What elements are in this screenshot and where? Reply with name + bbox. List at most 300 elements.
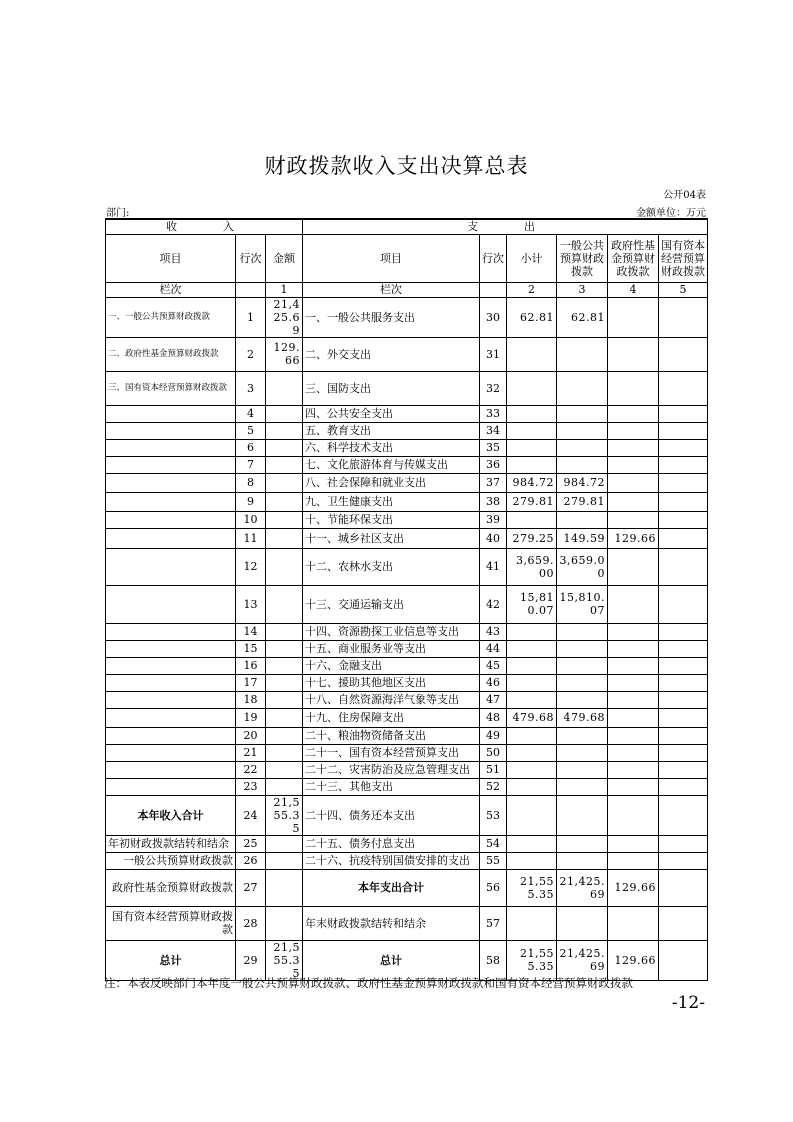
income-item-cell: 一、一般公共预算财政拨款: [106, 297, 236, 337]
general-budget-cell: 3,659.00: [557, 548, 608, 585]
income-row-no-cell: 29: [236, 940, 266, 980]
income-row-no-cell: 26: [236, 852, 266, 869]
income-row-no-cell: 16: [236, 657, 266, 674]
income-row-no-cell: 8: [236, 473, 266, 492]
income-row-no-cell: 1: [236, 297, 266, 337]
fund-budget-cell: [608, 708, 659, 727]
income-row-no-cell: 4: [236, 405, 266, 422]
income-amount-cell: [266, 869, 303, 906]
table-row: [106, 640, 708, 657]
table-row: [106, 744, 708, 761]
income-row-no-cell: 21: [236, 744, 266, 761]
income-amount-cell: [266, 473, 303, 492]
summary-table: [105, 218, 708, 981]
expense-item-cell: 六、科学技术支出: [303, 439, 480, 456]
income-amount-cell: [266, 708, 303, 727]
income-amount-cell: [266, 744, 303, 761]
col-header-state-capital: 国有资本经营预算财政拨款: [659, 234, 708, 282]
expense-item-cell: 二十、粮油物资储备支出: [303, 727, 480, 744]
subtotal-cell: 279.25: [507, 528, 557, 548]
general-budget-cell: [557, 795, 608, 835]
fund-budget-cell: [608, 640, 659, 657]
expense-row-no-cell: 38: [480, 492, 507, 511]
subtotal-cell: [507, 640, 557, 657]
expense-row-no-cell: 56: [480, 869, 507, 906]
state-capital-cell: [659, 337, 708, 371]
income-amount-cell: [266, 761, 303, 778]
fund-budget-cell: [608, 852, 659, 869]
subtotal-cell: [507, 761, 557, 778]
expense-row-no-cell: 49: [480, 727, 507, 744]
expense-row-no-cell: 54: [480, 835, 507, 852]
subtotal-cell: [507, 623, 557, 640]
fund-budget-cell: [608, 691, 659, 708]
income-item-cell: 总计: [106, 940, 236, 980]
income-item-cell: 政府性基金预算财政拨款: [106, 869, 236, 906]
income-section-header: 收 入: [106, 219, 303, 234]
expense-item-cell: 十五、商业服务业等支出: [303, 640, 480, 657]
subtotal-cell: [507, 727, 557, 744]
subtotal-cell: [507, 852, 557, 869]
table-row: [106, 473, 708, 492]
fund-budget-cell: [608, 835, 659, 852]
subtotal-cell: [507, 906, 557, 940]
income-item-cell: [106, 422, 236, 439]
expense-item-cell: 三、国防支出: [303, 371, 480, 405]
state-capital-cell: [659, 869, 708, 906]
general-budget-cell: 21,425.69: [557, 940, 608, 980]
col-header-fund-budget: 政府性基金预算财政拨款: [608, 234, 659, 282]
subtotal-cell: [507, 511, 557, 528]
expense-row-no-cell: 46: [480, 674, 507, 691]
income-amount-cell: [266, 405, 303, 422]
table-row: [106, 761, 708, 778]
income-row-no-cell: 11: [236, 528, 266, 548]
income-amount-cell: [266, 657, 303, 674]
income-amount-cell: [266, 727, 303, 744]
table-row: [106, 727, 708, 744]
col-header-row-no: 行次: [236, 234, 266, 282]
fund-budget-cell: [608, 727, 659, 744]
income-item-cell: [106, 528, 236, 548]
income-amount-cell: [266, 691, 303, 708]
state-capital-cell: [659, 940, 708, 980]
expense-row-no-cell: 34: [480, 422, 507, 439]
expense-row-no-cell: 57: [480, 906, 507, 940]
subtotal-cell: 3,659.00: [507, 548, 557, 585]
expense-row-no-cell: 30: [480, 297, 507, 337]
state-capital-cell: [659, 727, 708, 744]
income-amount-cell: 21,555.35: [266, 940, 303, 980]
expense-item-cell: 九、卫生健康支出: [303, 492, 480, 511]
table-row: [106, 528, 708, 548]
general-budget-cell: 62.81: [557, 297, 608, 337]
income-item-cell: [106, 761, 236, 778]
state-capital-cell: [659, 691, 708, 708]
fund-budget-cell: [608, 456, 659, 473]
income-amount-cell: [266, 528, 303, 548]
state-capital-cell: [659, 511, 708, 528]
general-budget-cell: [557, 511, 608, 528]
income-item-cell: [106, 548, 236, 585]
table-row: [106, 835, 708, 852]
table-row: [106, 940, 708, 980]
subtotal-cell: [507, 337, 557, 371]
income-item-cell: [106, 492, 236, 511]
expense-item-cell: 二十六、抗疫特别国债安排的支出: [303, 852, 480, 869]
income-amount-cell: [266, 585, 303, 623]
col-number-3: 3: [557, 282, 608, 297]
general-budget-cell: [557, 744, 608, 761]
col-label-cell: 栏次: [106, 282, 236, 297]
expense-row-no-cell: 40: [480, 528, 507, 548]
subtotal-cell: 279.81: [507, 492, 557, 511]
subtotal-cell: 21,555.35: [507, 869, 557, 906]
expense-item-cell: 十八、自然资源海洋气象等支出: [303, 691, 480, 708]
expense-row-no-cell: 39: [480, 511, 507, 528]
income-item-cell: 年初财政拨款结转和结余: [106, 835, 236, 852]
income-row-no-cell: 27: [236, 869, 266, 906]
income-row-no-cell: 17: [236, 674, 266, 691]
income-amount-cell: [266, 548, 303, 585]
state-capital-cell: [659, 744, 708, 761]
expense-item-cell: 十一、城乡社区支出: [303, 528, 480, 548]
table-row: [106, 456, 708, 473]
expense-row-no-cell: 41: [480, 548, 507, 585]
income-amount-cell: 129.66: [266, 337, 303, 371]
col-header-item: 项目: [106, 234, 236, 282]
general-budget-cell: [557, 456, 608, 473]
fund-budget-cell: [608, 795, 659, 835]
income-amount-cell: 21,425.69: [266, 297, 303, 337]
income-row-no-cell: 22: [236, 761, 266, 778]
col-number-1: 1: [266, 282, 303, 297]
general-budget-cell: [557, 422, 608, 439]
expense-item-cell: 七、文化旅游体育与传媒支出: [303, 456, 480, 473]
state-capital-cell: [659, 795, 708, 835]
col-number-5: 5: [659, 282, 708, 297]
income-row-no-cell: 9: [236, 492, 266, 511]
income-amount-cell: [266, 422, 303, 439]
table-row: [106, 585, 708, 623]
income-amount-cell: [266, 439, 303, 456]
general-budget-cell: [557, 674, 608, 691]
expense-row-no-cell: 52: [480, 778, 507, 795]
fund-budget-cell: [608, 548, 659, 585]
state-capital-cell: [659, 708, 708, 727]
state-capital-cell: [659, 492, 708, 511]
fund-budget-cell: [608, 337, 659, 371]
income-item-cell: [106, 691, 236, 708]
table-row: [106, 869, 708, 906]
income-item-cell: 三、国有资本经营预算财政拨款: [106, 371, 236, 405]
income-item-cell: [106, 640, 236, 657]
income-item-cell: [106, 623, 236, 640]
income-item-cell: 二、政府性基金预算财政拨款: [106, 337, 236, 371]
table-row: [106, 674, 708, 691]
income-row-no-cell: 15: [236, 640, 266, 657]
state-capital-cell: [659, 371, 708, 405]
subtotal-cell: [507, 456, 557, 473]
fund-budget-cell: [608, 422, 659, 439]
income-item-cell: [106, 674, 236, 691]
income-item-cell: [106, 657, 236, 674]
fund-budget-cell: 129.66: [608, 940, 659, 980]
table-row: [106, 511, 708, 528]
expense-row-no-cell: 32: [480, 371, 507, 405]
col-header-row-no-expense: 行次: [480, 234, 507, 282]
expense-item-cell: 五、教育支出: [303, 422, 480, 439]
expense-item-cell: 二十五、债务付息支出: [303, 835, 480, 852]
expense-item-cell: 十二、农林水支出: [303, 548, 480, 585]
income-item-cell: [106, 456, 236, 473]
income-amount-cell: [266, 371, 303, 405]
general-budget-cell: [557, 337, 608, 371]
general-budget-cell: 15,810.07: [557, 585, 608, 623]
income-row-no-cell: 19: [236, 708, 266, 727]
fund-budget-cell: [608, 906, 659, 940]
table-row: [106, 492, 708, 511]
subtotal-cell: [507, 778, 557, 795]
income-row-no-cell: 6: [236, 439, 266, 456]
subtotal-cell: [507, 835, 557, 852]
expense-item-cell: 八、社会保障和就业支出: [303, 473, 480, 492]
general-budget-cell: 149.59: [557, 528, 608, 548]
state-capital-cell: [659, 548, 708, 585]
expense-row-no-cell: 55: [480, 852, 507, 869]
subtotal-cell: [507, 744, 557, 761]
income-row-no-cell: 3: [236, 371, 266, 405]
fund-budget-cell: [608, 511, 659, 528]
state-capital-cell: [659, 906, 708, 940]
table-row: [106, 405, 708, 422]
income-row-no-cell: 5: [236, 422, 266, 439]
state-capital-cell: [659, 852, 708, 869]
fund-budget-cell: [608, 371, 659, 405]
state-capital-cell: [659, 456, 708, 473]
income-row-no-cell: 14: [236, 623, 266, 640]
expense-item-cell: 十六、金融支出: [303, 657, 480, 674]
expense-row-no-cell: 31: [480, 337, 507, 371]
general-budget-cell: [557, 727, 608, 744]
state-capital-cell: [659, 297, 708, 337]
subtotal-cell: [507, 795, 557, 835]
expense-item-cell: 十三、交通运输支出: [303, 585, 480, 623]
expense-row-no-cell: 50: [480, 744, 507, 761]
income-amount-cell: [266, 492, 303, 511]
general-budget-cell: [557, 761, 608, 778]
state-capital-cell: [659, 405, 708, 422]
table-row: [106, 795, 708, 835]
col-number-2: 2: [507, 282, 557, 297]
expense-item-cell: 十四、资源勘探工业信息等支出: [303, 623, 480, 640]
income-item-cell: [106, 744, 236, 761]
income-item-cell: 一般公共预算财政拨款: [106, 852, 236, 869]
fund-budget-cell: [608, 657, 659, 674]
general-budget-cell: [557, 640, 608, 657]
income-item-cell: [106, 473, 236, 492]
subtotal-cell: [507, 674, 557, 691]
subtotal-cell: 15,810.07: [507, 585, 557, 623]
fund-budget-cell: [608, 492, 659, 511]
fund-budget-cell: [608, 297, 659, 337]
general-budget-cell: 21,425.69: [557, 869, 608, 906]
general-budget-cell: 984.72: [557, 473, 608, 492]
expense-row-no-cell: 37: [480, 473, 507, 492]
general-budget-cell: [557, 623, 608, 640]
income-item-cell: [106, 405, 236, 422]
unit-label: 金额单位：万元: [636, 208, 706, 219]
income-amount-cell: [266, 511, 303, 528]
state-capital-cell: [659, 422, 708, 439]
subtotal-cell: [507, 371, 557, 405]
expense-item-cell: 本年支出合计: [303, 869, 480, 906]
general-budget-cell: [557, 657, 608, 674]
table-row: [106, 548, 708, 585]
col-header-general-budget: 一般公共预算财政拨款: [557, 234, 608, 282]
fund-budget-cell: [608, 473, 659, 492]
expense-row-no-cell: 36: [480, 456, 507, 473]
expense-row-no-cell: 48: [480, 708, 507, 727]
general-budget-cell: [557, 691, 608, 708]
fund-budget-cell: [608, 585, 659, 623]
footnote: 注：本表反映部门本年度一般公共预算财政拨款、政府性基金预算财政拨款和国有资本经营预算财政拨款: [104, 976, 633, 990]
general-budget-cell: [557, 778, 608, 795]
expense-item-cell: 二十四、债务还本支出: [303, 795, 480, 835]
income-amount-cell: [266, 674, 303, 691]
general-budget-cell: 279.81: [557, 492, 608, 511]
fund-budget-cell: [608, 623, 659, 640]
income-row-no-cell: 13: [236, 585, 266, 623]
table-row: [106, 852, 708, 869]
income-row-no-cell: 25: [236, 835, 266, 852]
subtotal-cell: [507, 405, 557, 422]
state-capital-cell: [659, 585, 708, 623]
table-row: [106, 297, 708, 337]
expense-item-cell: 二十一、国有资本经营预算支出: [303, 744, 480, 761]
income-item-cell: [106, 708, 236, 727]
table-row: [106, 371, 708, 405]
general-budget-cell: [557, 852, 608, 869]
general-budget-cell: [557, 835, 608, 852]
expense-row-no-cell: 58: [480, 940, 507, 980]
fund-budget-cell: [608, 761, 659, 778]
expense-item-cell: 一、一般公共服务支出: [303, 297, 480, 337]
income-amount-cell: [266, 640, 303, 657]
income-row-no-cell: 23: [236, 778, 266, 795]
subtotal-cell: 984.72: [507, 473, 557, 492]
table-row: [106, 337, 708, 371]
income-amount-cell: [266, 835, 303, 852]
state-capital-cell: [659, 657, 708, 674]
income-row-no-cell: 20: [236, 727, 266, 744]
income-amount-cell: [266, 778, 303, 795]
expense-item-cell: 年末财政拨款结转和结余: [303, 906, 480, 940]
subtotal-cell: 21,555.35: [507, 940, 557, 980]
expense-section-header: 支 出: [303, 219, 708, 234]
general-budget-cell: [557, 439, 608, 456]
state-capital-cell: [659, 835, 708, 852]
table-row: [106, 623, 708, 640]
table-row: [106, 422, 708, 439]
income-item-cell: 国有资本经营预算财政拨款: [106, 906, 236, 940]
col-label-empty-expense: [480, 282, 507, 297]
income-row-no-cell: 28: [236, 906, 266, 940]
fund-budget-cell: [608, 674, 659, 691]
expense-row-no-cell: 43: [480, 623, 507, 640]
expense-item-cell: 二十三、其他支出: [303, 778, 480, 795]
state-capital-cell: [659, 528, 708, 548]
expense-row-no-cell: 51: [480, 761, 507, 778]
expense-item-cell: 二、外交支出: [303, 337, 480, 371]
expense-row-no-cell: 33: [480, 405, 507, 422]
col-number-4: 4: [608, 282, 659, 297]
col-label-empty: [236, 282, 266, 297]
income-amount-cell: [266, 456, 303, 473]
fund-budget-cell: 129.66: [608, 528, 659, 548]
expense-row-no-cell: 53: [480, 795, 507, 835]
income-row-no-cell: 7: [236, 456, 266, 473]
fund-budget-cell: [608, 405, 659, 422]
col-header-item-expense: 项目: [303, 234, 480, 282]
income-row-no-cell: 18: [236, 691, 266, 708]
expense-item-cell: 十、节能环保支出: [303, 511, 480, 528]
income-item-cell: [106, 511, 236, 528]
income-amount-cell: [266, 623, 303, 640]
income-item-cell: [106, 727, 236, 744]
general-budget-cell: 479.68: [557, 708, 608, 727]
income-row-no-cell: 2: [236, 337, 266, 371]
general-budget-cell: [557, 906, 608, 940]
state-capital-cell: [659, 761, 708, 778]
state-capital-cell: [659, 439, 708, 456]
subtotal-cell: 62.81: [507, 297, 557, 337]
expense-item-cell: 十九、住房保障支出: [303, 708, 480, 727]
subtotal-cell: [507, 657, 557, 674]
expense-item-cell: 二十二、灾害防治及应急管理支出: [303, 761, 480, 778]
fund-budget-cell: [608, 439, 659, 456]
state-capital-cell: [659, 623, 708, 640]
general-budget-cell: [557, 371, 608, 405]
expense-item-cell: 四、公共安全支出: [303, 405, 480, 422]
fund-budget-cell: [608, 744, 659, 761]
expense-row-no-cell: 35: [480, 439, 507, 456]
income-item-cell: [106, 585, 236, 623]
income-row-no-cell: 12: [236, 548, 266, 585]
col-header-amount: 金额: [266, 234, 303, 282]
table-row: [106, 906, 708, 940]
dept-label: 部门:: [106, 208, 130, 219]
fund-budget-cell: 129.66: [608, 869, 659, 906]
income-row-no-cell: 24: [236, 795, 266, 835]
income-row-no-cell: 10: [236, 511, 266, 528]
income-amount-cell: [266, 906, 303, 940]
general-budget-cell: [557, 405, 608, 422]
income-amount-cell: [266, 852, 303, 869]
income-item-cell: 本年收入合计: [106, 795, 236, 835]
subtotal-cell: 479.68: [507, 708, 557, 727]
income-item-cell: [106, 778, 236, 795]
form-code: 公开04表: [663, 190, 706, 201]
expense-row-no-cell: 42: [480, 585, 507, 623]
state-capital-cell: [659, 640, 708, 657]
state-capital-cell: [659, 473, 708, 492]
table-row: [106, 778, 708, 795]
state-capital-cell: [659, 674, 708, 691]
expense-item-cell: 十七、援助其他地区支出: [303, 674, 480, 691]
subtotal-cell: [507, 422, 557, 439]
table-row: [106, 691, 708, 708]
